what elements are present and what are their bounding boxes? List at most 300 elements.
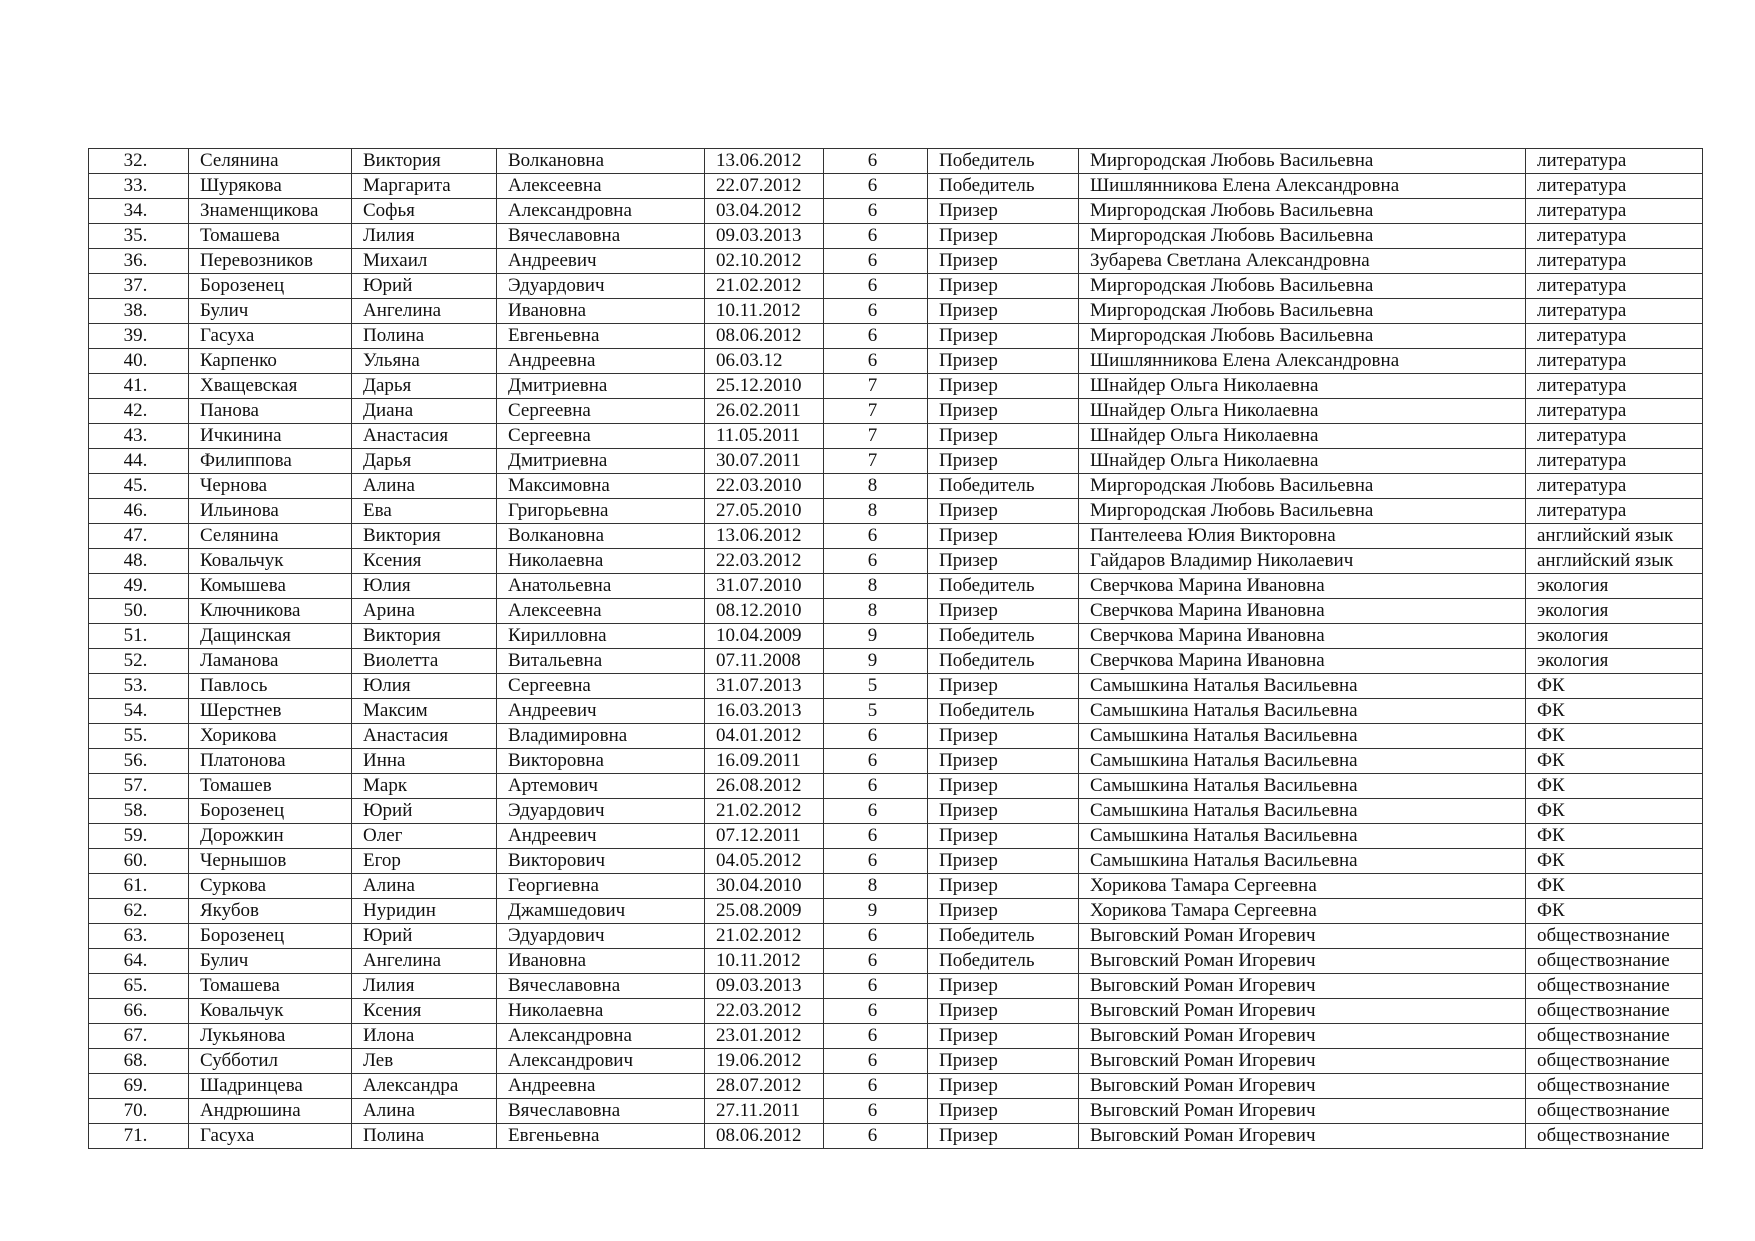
- teacher-cell: Шишлянникова Елена Александровна: [1079, 174, 1526, 199]
- birth-date-cell: 10.11.2012: [705, 299, 824, 324]
- row-number-cell: 43.: [89, 424, 189, 449]
- grade-cell: 9: [824, 649, 928, 674]
- teacher-cell: Миргородская Любовь Васильевна: [1079, 274, 1526, 299]
- last-name-cell: Платонова: [189, 749, 352, 774]
- last-name-cell: Панова: [189, 399, 352, 424]
- last-name-cell: Комышева: [189, 574, 352, 599]
- birth-date-cell: 09.03.2013: [705, 224, 824, 249]
- table-row: [89, 924, 1703, 949]
- first-name-cell: Анастасия: [352, 424, 497, 449]
- status-cell: Призер: [928, 349, 1079, 374]
- table-row: [89, 499, 1703, 524]
- patronymic-cell: Евгеньевна: [497, 324, 705, 349]
- birth-date-cell: 21.02.2012: [705, 924, 824, 949]
- birth-date-cell: 11.05.2011: [705, 424, 824, 449]
- teacher-cell: Хорикова Тамара Сергеевна: [1079, 899, 1526, 924]
- birth-date-cell: 23.01.2012: [705, 1024, 824, 1049]
- table-row: [89, 624, 1703, 649]
- teacher-cell: Шнайдер Ольга Николаевна: [1079, 374, 1526, 399]
- subject-cell: обществознание: [1526, 949, 1703, 974]
- first-name-cell: Арина: [352, 599, 497, 624]
- subject-cell: обществознание: [1526, 1049, 1703, 1074]
- status-cell: Призер: [928, 274, 1079, 299]
- last-name-cell: Дащинская: [189, 624, 352, 649]
- subject-cell: английский язык: [1526, 524, 1703, 549]
- subject-cell: литература: [1526, 299, 1703, 324]
- patronymic-cell: Андреевна: [497, 349, 705, 374]
- status-cell: Призер: [928, 299, 1079, 324]
- first-name-cell: Ульяна: [352, 349, 497, 374]
- last-name-cell: Субботил: [189, 1049, 352, 1074]
- teacher-cell: Выговский Роман Игоревич: [1079, 1024, 1526, 1049]
- row-number-cell: 44.: [89, 449, 189, 474]
- birth-date-cell: 25.12.2010: [705, 374, 824, 399]
- subject-cell: литература: [1526, 424, 1703, 449]
- table-row: [89, 349, 1703, 374]
- birth-date-cell: 08.06.2012: [705, 1124, 824, 1149]
- row-number-cell: 62.: [89, 899, 189, 924]
- status-cell: Победитель: [928, 149, 1079, 174]
- row-number-cell: 39.: [89, 324, 189, 349]
- last-name-cell: Чернышов: [189, 849, 352, 874]
- last-name-cell: Ковальчук: [189, 999, 352, 1024]
- status-cell: Призер: [928, 824, 1079, 849]
- first-name-cell: Ангелина: [352, 949, 497, 974]
- teacher-cell: Миргородская Любовь Васильевна: [1079, 199, 1526, 224]
- status-cell: Призер: [928, 524, 1079, 549]
- first-name-cell: Александра: [352, 1074, 497, 1099]
- first-name-cell: Лилия: [352, 974, 497, 999]
- grade-cell: 7: [824, 449, 928, 474]
- row-number-cell: 33.: [89, 174, 189, 199]
- first-name-cell: Инна: [352, 749, 497, 774]
- status-cell: Призер: [928, 599, 1079, 624]
- patronymic-cell: Эдуардович: [497, 274, 705, 299]
- last-name-cell: Ламанова: [189, 649, 352, 674]
- subject-cell: обществознание: [1526, 1099, 1703, 1124]
- last-name-cell: Лукьянова: [189, 1024, 352, 1049]
- patronymic-cell: Александровна: [497, 199, 705, 224]
- patronymic-cell: Джамшедович: [497, 899, 705, 924]
- birth-date-cell: 13.06.2012: [705, 149, 824, 174]
- status-cell: Призер: [928, 674, 1079, 699]
- row-number-cell: 45.: [89, 474, 189, 499]
- table-row: [89, 724, 1703, 749]
- table-row: [89, 574, 1703, 599]
- row-number-cell: 68.: [89, 1049, 189, 1074]
- last-name-cell: Филиппова: [189, 449, 352, 474]
- status-cell: Призер: [928, 874, 1079, 899]
- last-name-cell: Ичкинина: [189, 424, 352, 449]
- row-number-cell: 47.: [89, 524, 189, 549]
- teacher-cell: Выговский Роман Игоревич: [1079, 1099, 1526, 1124]
- table-row: [89, 549, 1703, 574]
- first-name-cell: Лилия: [352, 224, 497, 249]
- status-cell: Победитель: [928, 649, 1079, 674]
- first-name-cell: Диана: [352, 399, 497, 424]
- row-number-cell: 61.: [89, 874, 189, 899]
- teacher-cell: Пантелеева Юлия Викторовна: [1079, 524, 1526, 549]
- teacher-cell: Самышкина Наталья Васильевна: [1079, 799, 1526, 824]
- status-cell: Победитель: [928, 574, 1079, 599]
- subject-cell: литература: [1526, 474, 1703, 499]
- first-name-cell: Анастасия: [352, 724, 497, 749]
- status-cell: Призер: [928, 249, 1079, 274]
- row-number-cell: 64.: [89, 949, 189, 974]
- row-number-cell: 32.: [89, 149, 189, 174]
- status-cell: Призер: [928, 1049, 1079, 1074]
- status-cell: Призер: [928, 374, 1079, 399]
- last-name-cell: Якубов: [189, 899, 352, 924]
- grade-cell: 6: [824, 199, 928, 224]
- first-name-cell: Дарья: [352, 374, 497, 399]
- patronymic-cell: Викторович: [497, 849, 705, 874]
- birth-date-cell: 25.08.2009: [705, 899, 824, 924]
- birth-date-cell: 19.06.2012: [705, 1049, 824, 1074]
- first-name-cell: Юрий: [352, 274, 497, 299]
- birth-date-cell: 22.03.2010: [705, 474, 824, 499]
- grade-cell: 5: [824, 699, 928, 724]
- patronymic-cell: Алексеевна: [497, 174, 705, 199]
- status-cell: Призер: [928, 999, 1079, 1024]
- teacher-cell: Сверчкова Марина Ивановна: [1079, 599, 1526, 624]
- teacher-cell: Хорикова Тамара Сергеевна: [1079, 874, 1526, 899]
- birth-date-cell: 31.07.2010: [705, 574, 824, 599]
- birth-date-cell: 26.02.2011: [705, 399, 824, 424]
- status-cell: Призер: [928, 799, 1079, 824]
- patronymic-cell: Дмитриевна: [497, 449, 705, 474]
- last-name-cell: Дорожкин: [189, 824, 352, 849]
- row-number-cell: 59.: [89, 824, 189, 849]
- teacher-cell: Сверчкова Марина Ивановна: [1079, 574, 1526, 599]
- last-name-cell: Хорикова: [189, 724, 352, 749]
- birth-date-cell: 02.10.2012: [705, 249, 824, 274]
- teacher-cell: Гайдаров Владимир Николаевич: [1079, 549, 1526, 574]
- grade-cell: 6: [824, 799, 928, 824]
- teacher-cell: Самышкина Наталья Васильевна: [1079, 824, 1526, 849]
- subject-cell: литература: [1526, 174, 1703, 199]
- row-number-cell: 46.: [89, 499, 189, 524]
- subject-cell: ФК: [1526, 749, 1703, 774]
- row-number-cell: 58.: [89, 799, 189, 824]
- first-name-cell: Марк: [352, 774, 497, 799]
- last-name-cell: Гасуха: [189, 1124, 352, 1149]
- subject-cell: экология: [1526, 574, 1703, 599]
- subject-cell: литература: [1526, 149, 1703, 174]
- grade-cell: 6: [824, 549, 928, 574]
- grade-cell: 6: [824, 149, 928, 174]
- first-name-cell: Виолетта: [352, 649, 497, 674]
- row-number-cell: 66.: [89, 999, 189, 1024]
- last-name-cell: Шурякова: [189, 174, 352, 199]
- birth-date-cell: 13.06.2012: [705, 524, 824, 549]
- patronymic-cell: Александрович: [497, 1049, 705, 1074]
- patronymic-cell: Алексеевна: [497, 599, 705, 624]
- birth-date-cell: 26.08.2012: [705, 774, 824, 799]
- status-cell: Призер: [928, 724, 1079, 749]
- teacher-cell: Выговский Роман Игоревич: [1079, 949, 1526, 974]
- results-table: [88, 148, 1703, 1149]
- subject-cell: литература: [1526, 374, 1703, 399]
- grade-cell: 6: [824, 849, 928, 874]
- status-cell: Победитель: [928, 174, 1079, 199]
- birth-date-cell: 06.03.12: [705, 349, 824, 374]
- last-name-cell: Хващевская: [189, 374, 352, 399]
- table-row: [89, 974, 1703, 999]
- row-number-cell: 48.: [89, 549, 189, 574]
- row-number-cell: 37.: [89, 274, 189, 299]
- patronymic-cell: Волкановна: [497, 149, 705, 174]
- status-cell: Призер: [928, 774, 1079, 799]
- birth-date-cell: 27.11.2011: [705, 1099, 824, 1124]
- last-name-cell: Булич: [189, 949, 352, 974]
- patronymic-cell: Анатольевна: [497, 574, 705, 599]
- subject-cell: ФК: [1526, 799, 1703, 824]
- subject-cell: литература: [1526, 349, 1703, 374]
- patronymic-cell: Григорьевна: [497, 499, 705, 524]
- grade-cell: 6: [824, 924, 928, 949]
- patronymic-cell: Георгиевна: [497, 874, 705, 899]
- status-cell: Призер: [928, 199, 1079, 224]
- grade-cell: 6: [824, 1074, 928, 1099]
- birth-date-cell: 22.03.2012: [705, 999, 824, 1024]
- grade-cell: 7: [824, 424, 928, 449]
- row-number-cell: 42.: [89, 399, 189, 424]
- status-cell: Победитель: [928, 624, 1079, 649]
- grade-cell: 7: [824, 399, 928, 424]
- row-number-cell: 69.: [89, 1074, 189, 1099]
- teacher-cell: Самышкина Наталья Васильевна: [1079, 774, 1526, 799]
- grade-cell: 6: [824, 724, 928, 749]
- first-name-cell: Юлия: [352, 674, 497, 699]
- teacher-cell: Выговский Роман Игоревич: [1079, 1049, 1526, 1074]
- teacher-cell: Сверчкова Марина Ивановна: [1079, 624, 1526, 649]
- teacher-cell: Миргородская Любовь Васильевна: [1079, 474, 1526, 499]
- grade-cell: 5: [824, 674, 928, 699]
- last-name-cell: Павлось: [189, 674, 352, 699]
- patronymic-cell: Вячеславовна: [497, 974, 705, 999]
- status-cell: Призер: [928, 399, 1079, 424]
- status-cell: Призер: [928, 324, 1079, 349]
- row-number-cell: 52.: [89, 649, 189, 674]
- status-cell: Победитель: [928, 949, 1079, 974]
- grade-cell: 6: [824, 174, 928, 199]
- first-name-cell: Ангелина: [352, 299, 497, 324]
- last-name-cell: Борозенец: [189, 924, 352, 949]
- patronymic-cell: Андреевна: [497, 1074, 705, 1099]
- table-row: [89, 1049, 1703, 1074]
- last-name-cell: Томашева: [189, 224, 352, 249]
- status-cell: Призер: [928, 899, 1079, 924]
- subject-cell: ФК: [1526, 699, 1703, 724]
- patronymic-cell: Ивановна: [497, 299, 705, 324]
- row-number-cell: 71.: [89, 1124, 189, 1149]
- table-row: [89, 174, 1703, 199]
- table-row: [89, 274, 1703, 299]
- table-row: [89, 199, 1703, 224]
- first-name-cell: Алина: [352, 1099, 497, 1124]
- table-row: [89, 1074, 1703, 1099]
- first-name-cell: Ксения: [352, 549, 497, 574]
- table-row: [89, 849, 1703, 874]
- first-name-cell: Юлия: [352, 574, 497, 599]
- subject-cell: ФК: [1526, 674, 1703, 699]
- subject-cell: литература: [1526, 324, 1703, 349]
- first-name-cell: Полина: [352, 1124, 497, 1149]
- status-cell: Призер: [928, 1099, 1079, 1124]
- first-name-cell: Софья: [352, 199, 497, 224]
- first-name-cell: Виктория: [352, 624, 497, 649]
- teacher-cell: Миргородская Любовь Васильевна: [1079, 149, 1526, 174]
- status-cell: Победитель: [928, 699, 1079, 724]
- patronymic-cell: Андреевич: [497, 824, 705, 849]
- last-name-cell: Ключникова: [189, 599, 352, 624]
- patronymic-cell: Викторовна: [497, 749, 705, 774]
- row-number-cell: 57.: [89, 774, 189, 799]
- last-name-cell: Шадринцева: [189, 1074, 352, 1099]
- grade-cell: 6: [824, 749, 928, 774]
- birth-date-cell: 21.02.2012: [705, 274, 824, 299]
- first-name-cell: Нуридин: [352, 899, 497, 924]
- patronymic-cell: Эдуардович: [497, 924, 705, 949]
- last-name-cell: Селянина: [189, 149, 352, 174]
- first-name-cell: Алина: [352, 874, 497, 899]
- table-row: [89, 949, 1703, 974]
- grade-cell: 6: [824, 299, 928, 324]
- patronymic-cell: Александровна: [497, 1024, 705, 1049]
- row-number-cell: 54.: [89, 699, 189, 724]
- first-name-cell: Юрий: [352, 799, 497, 824]
- table-row: [89, 524, 1703, 549]
- table-row: [89, 324, 1703, 349]
- table-row: [89, 1124, 1703, 1149]
- first-name-cell: Юрий: [352, 924, 497, 949]
- table-row: [89, 299, 1703, 324]
- table-row: [89, 674, 1703, 699]
- birth-date-cell: 09.03.2013: [705, 974, 824, 999]
- grade-cell: 7: [824, 374, 928, 399]
- row-number-cell: 55.: [89, 724, 189, 749]
- birth-date-cell: 30.07.2011: [705, 449, 824, 474]
- last-name-cell: Борозенец: [189, 274, 352, 299]
- teacher-cell: Самышкина Наталья Васильевна: [1079, 849, 1526, 874]
- first-name-cell: Егор: [352, 849, 497, 874]
- row-number-cell: 34.: [89, 199, 189, 224]
- subject-cell: экология: [1526, 649, 1703, 674]
- grade-cell: 6: [824, 1124, 928, 1149]
- teacher-cell: Самышкина Наталья Васильевна: [1079, 674, 1526, 699]
- grade-cell: 6: [824, 774, 928, 799]
- row-number-cell: 70.: [89, 1099, 189, 1124]
- subject-cell: обществознание: [1526, 1124, 1703, 1149]
- birth-date-cell: 22.07.2012: [705, 174, 824, 199]
- last-name-cell: Суркова: [189, 874, 352, 899]
- grade-cell: 6: [824, 249, 928, 274]
- subject-cell: ФК: [1526, 874, 1703, 899]
- row-number-cell: 67.: [89, 1024, 189, 1049]
- grade-cell: 6: [824, 1049, 928, 1074]
- first-name-cell: Маргарита: [352, 174, 497, 199]
- table-row: [89, 649, 1703, 674]
- grade-cell: 6: [824, 974, 928, 999]
- first-name-cell: Виктория: [352, 149, 497, 174]
- teacher-cell: Миргородская Любовь Васильевна: [1079, 299, 1526, 324]
- birth-date-cell: 07.12.2011: [705, 824, 824, 849]
- birth-date-cell: 16.09.2011: [705, 749, 824, 774]
- grade-cell: 6: [824, 524, 928, 549]
- grade-cell: 8: [824, 874, 928, 899]
- table-row: [89, 424, 1703, 449]
- grade-cell: 6: [824, 274, 928, 299]
- patronymic-cell: Евгеньевна: [497, 1124, 705, 1149]
- teacher-cell: Самышкина Наталья Васильевна: [1079, 699, 1526, 724]
- status-cell: Призер: [928, 749, 1079, 774]
- subject-cell: обществознание: [1526, 924, 1703, 949]
- grade-cell: 6: [824, 999, 928, 1024]
- last-name-cell: Булич: [189, 299, 352, 324]
- table-row: [89, 149, 1703, 174]
- status-cell: Призер: [928, 424, 1079, 449]
- last-name-cell: Ковальчук: [189, 549, 352, 574]
- birth-date-cell: 30.04.2010: [705, 874, 824, 899]
- status-cell: Призер: [928, 1024, 1079, 1049]
- table-row: [89, 599, 1703, 624]
- teacher-cell: Миргородская Любовь Васильевна: [1079, 499, 1526, 524]
- patronymic-cell: Николаевна: [497, 999, 705, 1024]
- subject-cell: экология: [1526, 599, 1703, 624]
- patronymic-cell: Сергеевна: [497, 674, 705, 699]
- subject-cell: обществознание: [1526, 974, 1703, 999]
- subject-cell: литература: [1526, 274, 1703, 299]
- teacher-cell: Самышкина Наталья Васильевна: [1079, 724, 1526, 749]
- table-row: [89, 799, 1703, 824]
- first-name-cell: Ксения: [352, 999, 497, 1024]
- subject-cell: ФК: [1526, 849, 1703, 874]
- last-name-cell: Карпенко: [189, 349, 352, 374]
- first-name-cell: Максим: [352, 699, 497, 724]
- grade-cell: 6: [824, 949, 928, 974]
- first-name-cell: Виктория: [352, 524, 497, 549]
- row-number-cell: 41.: [89, 374, 189, 399]
- table-row: [89, 474, 1703, 499]
- patronymic-cell: Николаевна: [497, 549, 705, 574]
- patronymic-cell: Вячеславовна: [497, 1099, 705, 1124]
- patronymic-cell: Сергеевна: [497, 399, 705, 424]
- teacher-cell: Выговский Роман Игоревич: [1079, 1074, 1526, 1099]
- patronymic-cell: Дмитриевна: [497, 374, 705, 399]
- table-row: [89, 874, 1703, 899]
- patronymic-cell: Эдуардович: [497, 799, 705, 824]
- teacher-cell: Выговский Роман Игоревич: [1079, 974, 1526, 999]
- grade-cell: 8: [824, 599, 928, 624]
- teacher-cell: Шнайдер Ольга Николаевна: [1079, 424, 1526, 449]
- subject-cell: литература: [1526, 224, 1703, 249]
- row-number-cell: 49.: [89, 574, 189, 599]
- patronymic-cell: Артемович: [497, 774, 705, 799]
- birth-date-cell: 08.12.2010: [705, 599, 824, 624]
- patronymic-cell: Андреевич: [497, 699, 705, 724]
- teacher-cell: Зубарева Светлана Александровна: [1079, 249, 1526, 274]
- birth-date-cell: 07.11.2008: [705, 649, 824, 674]
- row-number-cell: 65.: [89, 974, 189, 999]
- table-row: [89, 399, 1703, 424]
- birth-date-cell: 21.02.2012: [705, 799, 824, 824]
- status-cell: Призер: [928, 974, 1079, 999]
- last-name-cell: Знаменщикова: [189, 199, 352, 224]
- birth-date-cell: 04.01.2012: [705, 724, 824, 749]
- teacher-cell: Шнайдер Ольга Николаевна: [1079, 399, 1526, 424]
- row-number-cell: 53.: [89, 674, 189, 699]
